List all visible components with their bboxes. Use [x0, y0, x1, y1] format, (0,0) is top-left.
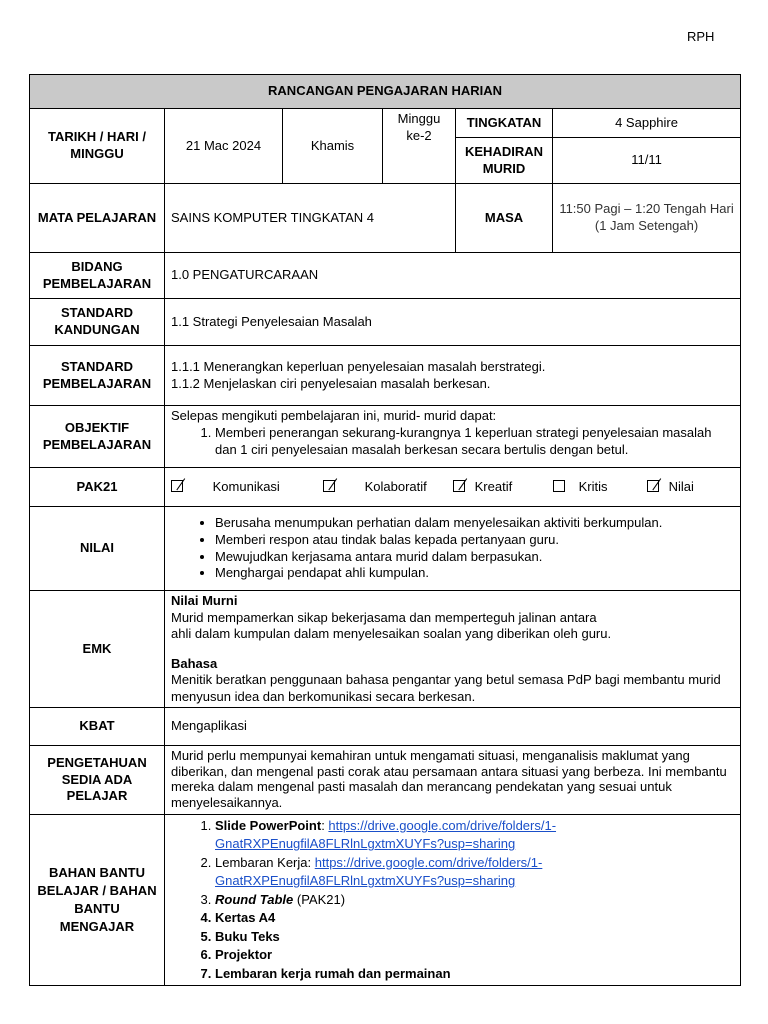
standard-pembelajaran-item: 1.1.1 Menerangkan keperluan penyelesaian masalah berstrategi.: [171, 358, 546, 374]
mata-pelajaran-label: MATA PELAJARAN: [30, 184, 165, 253]
emk-text: ahli dalam kumpulan dalam menyelesaikan soalan yang diberikan oleh guru.: [171, 626, 612, 641]
bahan-item: [215, 854, 734, 891]
bahan-item-separator: :: [321, 818, 329, 833]
bahan-label: BAHAN BANTU BELAJAR / BAHAN BANTU MENGAJAR: [30, 815, 165, 986]
nilai-item: • Memberi respon atau tindak balas kepada pertanyaan guru.: [215, 532, 734, 549]
bidang-value: 1.0 PENGATURCARAAN: [165, 253, 741, 299]
bahan-item: [215, 817, 734, 854]
day-value: Khamis: [283, 109, 383, 184]
tarikh-label: TARIKH / HARI / MINGGU: [30, 109, 165, 184]
standard-pembelajaran-item: 1.1.2 Menjelaskan ciri penyelesaian masalah berkesan.: [171, 375, 491, 391]
emk-text: Menitik beratkan penggunaan bahasa pengantar yang betul semasa PdP bagi membantu murid menyusun idea dan berkomunikasi secara berkesan.: [171, 672, 721, 704]
checkbox-nilai[interactable]: [647, 480, 659, 492]
objektif-item: 1. Memberi penerangan sekurang-kurangnya 1 keperluan strategi penyelesaian masalah dan 1 ciri penyelesaian masalah berkesan secara bertulis dengan betul.: [215, 425, 734, 459]
checkbox-label-komunikasi: Komunikasi: [212, 478, 280, 494]
standard-kandungan-value: 1.1 Strategi Penyelesaian Masalah: [165, 299, 741, 346]
kbat-label: KBAT: [30, 708, 165, 746]
nilai-item: • Menghargai pendapat ahli kumpulan.: [215, 565, 734, 582]
objektif-label: OBJEKTIF PEMBELAJARAN: [30, 406, 165, 468]
standard-pembelajaran-value: [165, 346, 741, 406]
bahan-item: 6. Projektor: [215, 946, 734, 964]
checkbox-label-nilai: Nilai: [668, 478, 694, 494]
pak21-label: PAK21: [30, 468, 165, 507]
masa-value: 11:50 Pagi – 1:20 Tengah Hari (1 Jam Setengah): [553, 184, 741, 253]
checkbox-label-kritis: Kritis: [578, 478, 608, 494]
week-value: Minggu ke-2: [383, 109, 456, 184]
page-header-label: RPH: [687, 29, 715, 44]
emk-heading-bahasa: Bahasa: [171, 655, 218, 671]
checkbox-komunikasi[interactable]: [171, 480, 183, 492]
table-title: RANCANGAN PENGAJARAN HARIAN: [30, 75, 741, 109]
bahan-item-suffix: (PAK21): [293, 891, 346, 907]
tingkatan-value: 4 Sapphire: [553, 109, 741, 138]
checkbox-label-kolaboratif: Kolaboratif: [364, 478, 427, 494]
bahan-item: 4. Kertas A4: [215, 909, 734, 927]
pengetahuan-value: Murid perlu mempunyai kemahiran untuk mengamati situasi, menganalisis maklumat yang diberikan, dan mengenal pasti corak atau persamaan antara situasi yang berbeza. Ini membantu mereka dalam mengenal pasti masalah dan merancang pendekatan yang sesuai untuk menyelesaikannya.: [165, 746, 741, 815]
slide-powerpoint-link[interactable]: https://drive.google.com/drive/folders/1-GnatRXPEnugfilA8FLRlnLgxtmXUYFs?usp=sharing: [215, 818, 557, 852]
mata-pelajaran-value: SAINS KOMPUTER TINGKATAN 4: [165, 184, 456, 253]
bahan-item: 7. Lembaran kerja rumah dan permainan: [215, 965, 734, 983]
bahan-item: [215, 891, 734, 909]
emk-heading-nilai-murni: Nilai Murni: [171, 593, 238, 608]
kehadiran-value: 11/11: [553, 138, 741, 184]
emk-value: [165, 591, 741, 708]
emk-text: Murid mempamerkan sikap bekerjasama dan memperteguh jalinan antara: [171, 609, 597, 625]
tingkatan-label: TINGKATAN: [456, 109, 553, 138]
lembaran-kerja-link[interactable]: https://drive.google.com/drive/folders/1-GnatRXPEnugfilA8FLRlnLgxtmXUYFs?usp=sharing: [215, 854, 543, 889]
standard-kandungan-label: STANDARD KANDUNGAN: [30, 299, 165, 346]
date-value: 21 Mac 2024: [165, 109, 283, 184]
nilai-label: NILAI: [30, 507, 165, 591]
checkbox-kritis[interactable]: [553, 480, 565, 492]
kehadiran-label: KEHADIRAN MURID: [456, 138, 553, 184]
pengetahuan-label: PENGETAHUAN SEDIA ADA PELAJAR: [30, 746, 165, 815]
checkbox-label-kreatif: Kreatif: [474, 478, 513, 494]
emk-label: EMK: [30, 591, 165, 708]
bahan-value: [165, 815, 741, 986]
nilai-item: • Mewujudkan kerjasama antara murid dalam berpasukan.: [215, 549, 734, 566]
checkbox-kreatif[interactable]: [453, 480, 465, 492]
pak21-options: [165, 468, 741, 507]
bahan-item-label: Lembaran Kerja:: [215, 854, 315, 870]
lesson-plan-table: [29, 74, 741, 986]
standard-pembelajaran-label: STANDARD PEMBELAJARAN: [30, 346, 165, 406]
nilai-item: • Berusaha menumpukan perhatian dalam menyelesaikan aktiviti berkumpulan.: [215, 515, 734, 532]
objektif-value: [165, 406, 741, 468]
kbat-value: Mengaplikasi: [165, 708, 741, 746]
checkbox-kolaboratif[interactable]: [323, 480, 335, 492]
objektif-intro: Selepas mengikuti pembelajaran ini, murid- murid dapat:: [171, 408, 497, 423]
bahan-item-label: Round Table: [215, 891, 294, 907]
bahan-item-label: Slide PowerPoint: [215, 818, 322, 833]
bahan-item: 5. Buku Teks: [215, 928, 734, 946]
masa-label: MASA: [456, 184, 553, 253]
bidang-label: BIDANG PEMBELAJARAN: [30, 253, 165, 299]
nilai-value: [165, 507, 741, 591]
